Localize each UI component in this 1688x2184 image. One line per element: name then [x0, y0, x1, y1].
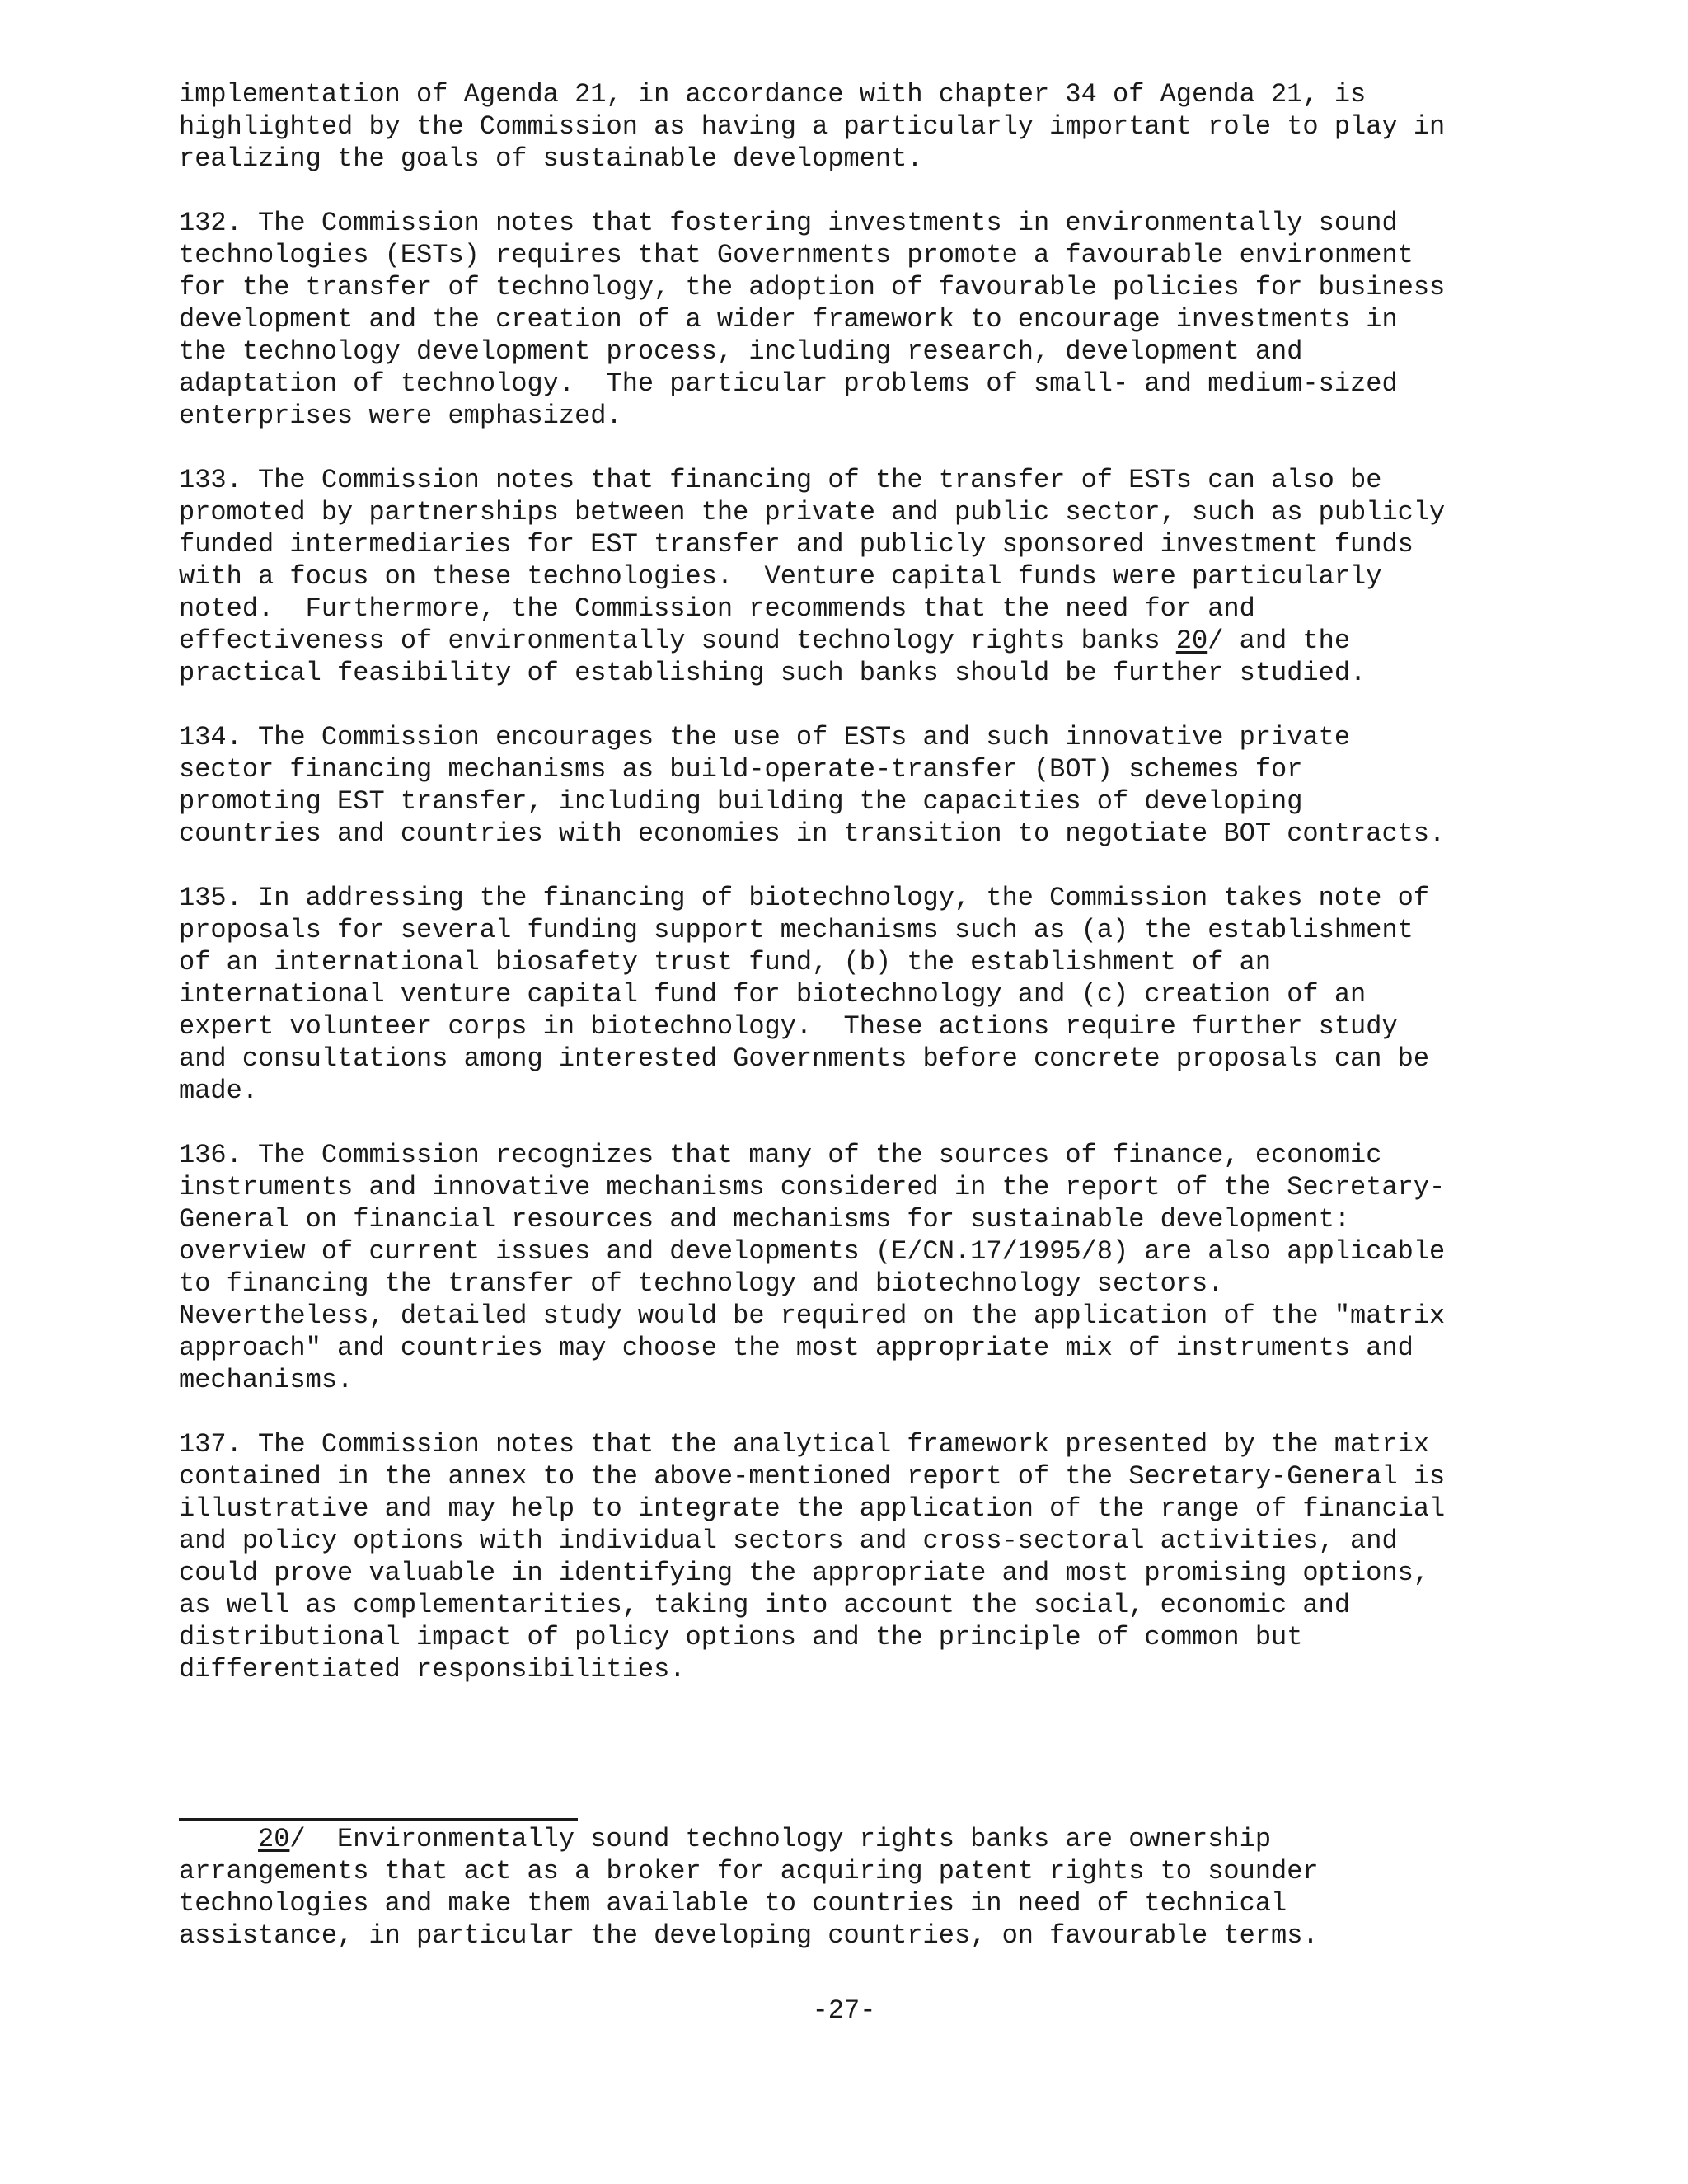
text-line: 135. In addressing the financing of biotechnology, the Commission takes note of [179, 883, 1430, 913]
text-line: sector financing mechanisms as build-operate-transfer (BOT) schemes for [179, 754, 1303, 785]
footnote-line: assistance, in particular the developing countries, on favourable terms. [179, 1920, 1319, 1951]
text-line: 134. The Commission encourages the use of ESTs and such innovative private [179, 722, 1351, 752]
text-line: effectiveness of environmentally sound technology rights banks 20/ and the [179, 626, 1351, 656]
text-line: General on financial resources and mechanisms for sustainable development: [179, 1204, 1351, 1235]
text-line: distributional impact of policy options and the principle of common but [179, 1622, 1303, 1652]
text-line: expert volunteer corps in biotechnology. These actions require further study [179, 1011, 1398, 1042]
page-number: -27- [812, 1995, 876, 2026]
text-line: made. [179, 1076, 259, 1106]
text-line: could prove valuable in identifying the appropriate and most promising options, [179, 1558, 1430, 1588]
text-line: and policy options with individual sectors and cross-sectoral activities, and [179, 1526, 1398, 1556]
text-line: adaptation of technology. The particular problems of small- and medium-sized [179, 368, 1398, 399]
text-line: highlighted by the Commission as having a particularly important role to play in [179, 111, 1446, 142]
text-line: the technology development process, including research, development and [179, 336, 1303, 367]
text-line: funded intermediaries for EST transfer and publicly sponsored investment funds [179, 529, 1414, 560]
text-line: countries and countries with economies in transition to negotiate BOT contracts. [179, 818, 1446, 849]
footnote-line: technologies and make them available to countries in need of technical [179, 1888, 1287, 1919]
text-line: for the transfer of technology, the adoption of favourable policies for business [179, 272, 1446, 302]
text-line: as well as complementarities, taking into account the social, economic and [179, 1590, 1351, 1620]
text-line: 132. The Commission notes that fostering investments in environmentally sound [179, 208, 1398, 238]
text-line: overview of current issues and developments (E/CN.17/1995/8) are also applicable [179, 1236, 1446, 1267]
text-line: of an international biosafety trust fund, (b) the establishment of an [179, 947, 1272, 977]
text-line: Nevertheless, detailed study would be required on the application of the "matrix [179, 1301, 1446, 1331]
text-line: technologies (ESTs) requires that Governments promote a favourable environment [179, 240, 1414, 270]
text-line: 136. The Commission recognizes that many of the sources of finance, economic [179, 1140, 1382, 1170]
text-line: 137. The Commission notes that the analytical framework presented by the matrix [179, 1429, 1430, 1460]
text-line: international venture capital fund for biotechnology and (c) creation of an [179, 979, 1367, 1010]
text-line: illustrative and may help to integrate the application of the range of financial [179, 1493, 1446, 1524]
text-line: implementation of Agenda 21, in accordance with chapter 34 of Agenda 21, is [179, 79, 1367, 110]
text-line: promoted by partnerships between the private and public sector, such as publicly [179, 497, 1446, 527]
text-line: practical feasibility of establishing such banks should be further studied. [179, 658, 1367, 688]
footnote-reference: 20 [1175, 626, 1208, 656]
text-line: approach" and countries may choose the most appropriate mix of instruments and [179, 1333, 1414, 1363]
text-line: contained in the annex to the above-mentioned report of the Secretary-General is [179, 1461, 1446, 1492]
text-line: differentiated responsibilities. [179, 1654, 686, 1685]
text-line: development and the creation of a wider framework to encourage investments in [179, 304, 1398, 335]
text-line: to financing the transfer of technology and biotechnology sectors. [179, 1268, 1224, 1299]
text-line: promoting EST transfer, including building the capacities of developing [179, 786, 1303, 817]
text-line: and consultations among interested Governments before concrete proposals can be [179, 1043, 1430, 1074]
text-line: noted. Furthermore, the Commission recommends that the need for and [179, 593, 1255, 624]
text-line: 133. The Commission notes that financing of the transfer of ESTs can also be [179, 465, 1382, 495]
text-line: instruments and innovative mechanisms considered in the report of the Secretary- [179, 1172, 1446, 1202]
footnote-separator [179, 1818, 578, 1821]
text-line: mechanisms. [179, 1365, 354, 1395]
text-line: proposals for several funding support mechanisms such as (a) the establishment [179, 915, 1414, 945]
footnote-line: arrangements that act as a broker for acquiring patent rights to sounder [179, 1856, 1319, 1886]
text-line: with a focus on these technologies. Venture capital funds were particularly [179, 561, 1382, 592]
text-line: realizing the goals of sustainable development. [179, 143, 923, 174]
text-line: enterprises were emphasized. [179, 401, 622, 431]
footnote-line: 20/ Environmentally sound technology rights banks are ownership [258, 1824, 1272, 1854]
footnote-reference: 20 [258, 1824, 290, 1854]
